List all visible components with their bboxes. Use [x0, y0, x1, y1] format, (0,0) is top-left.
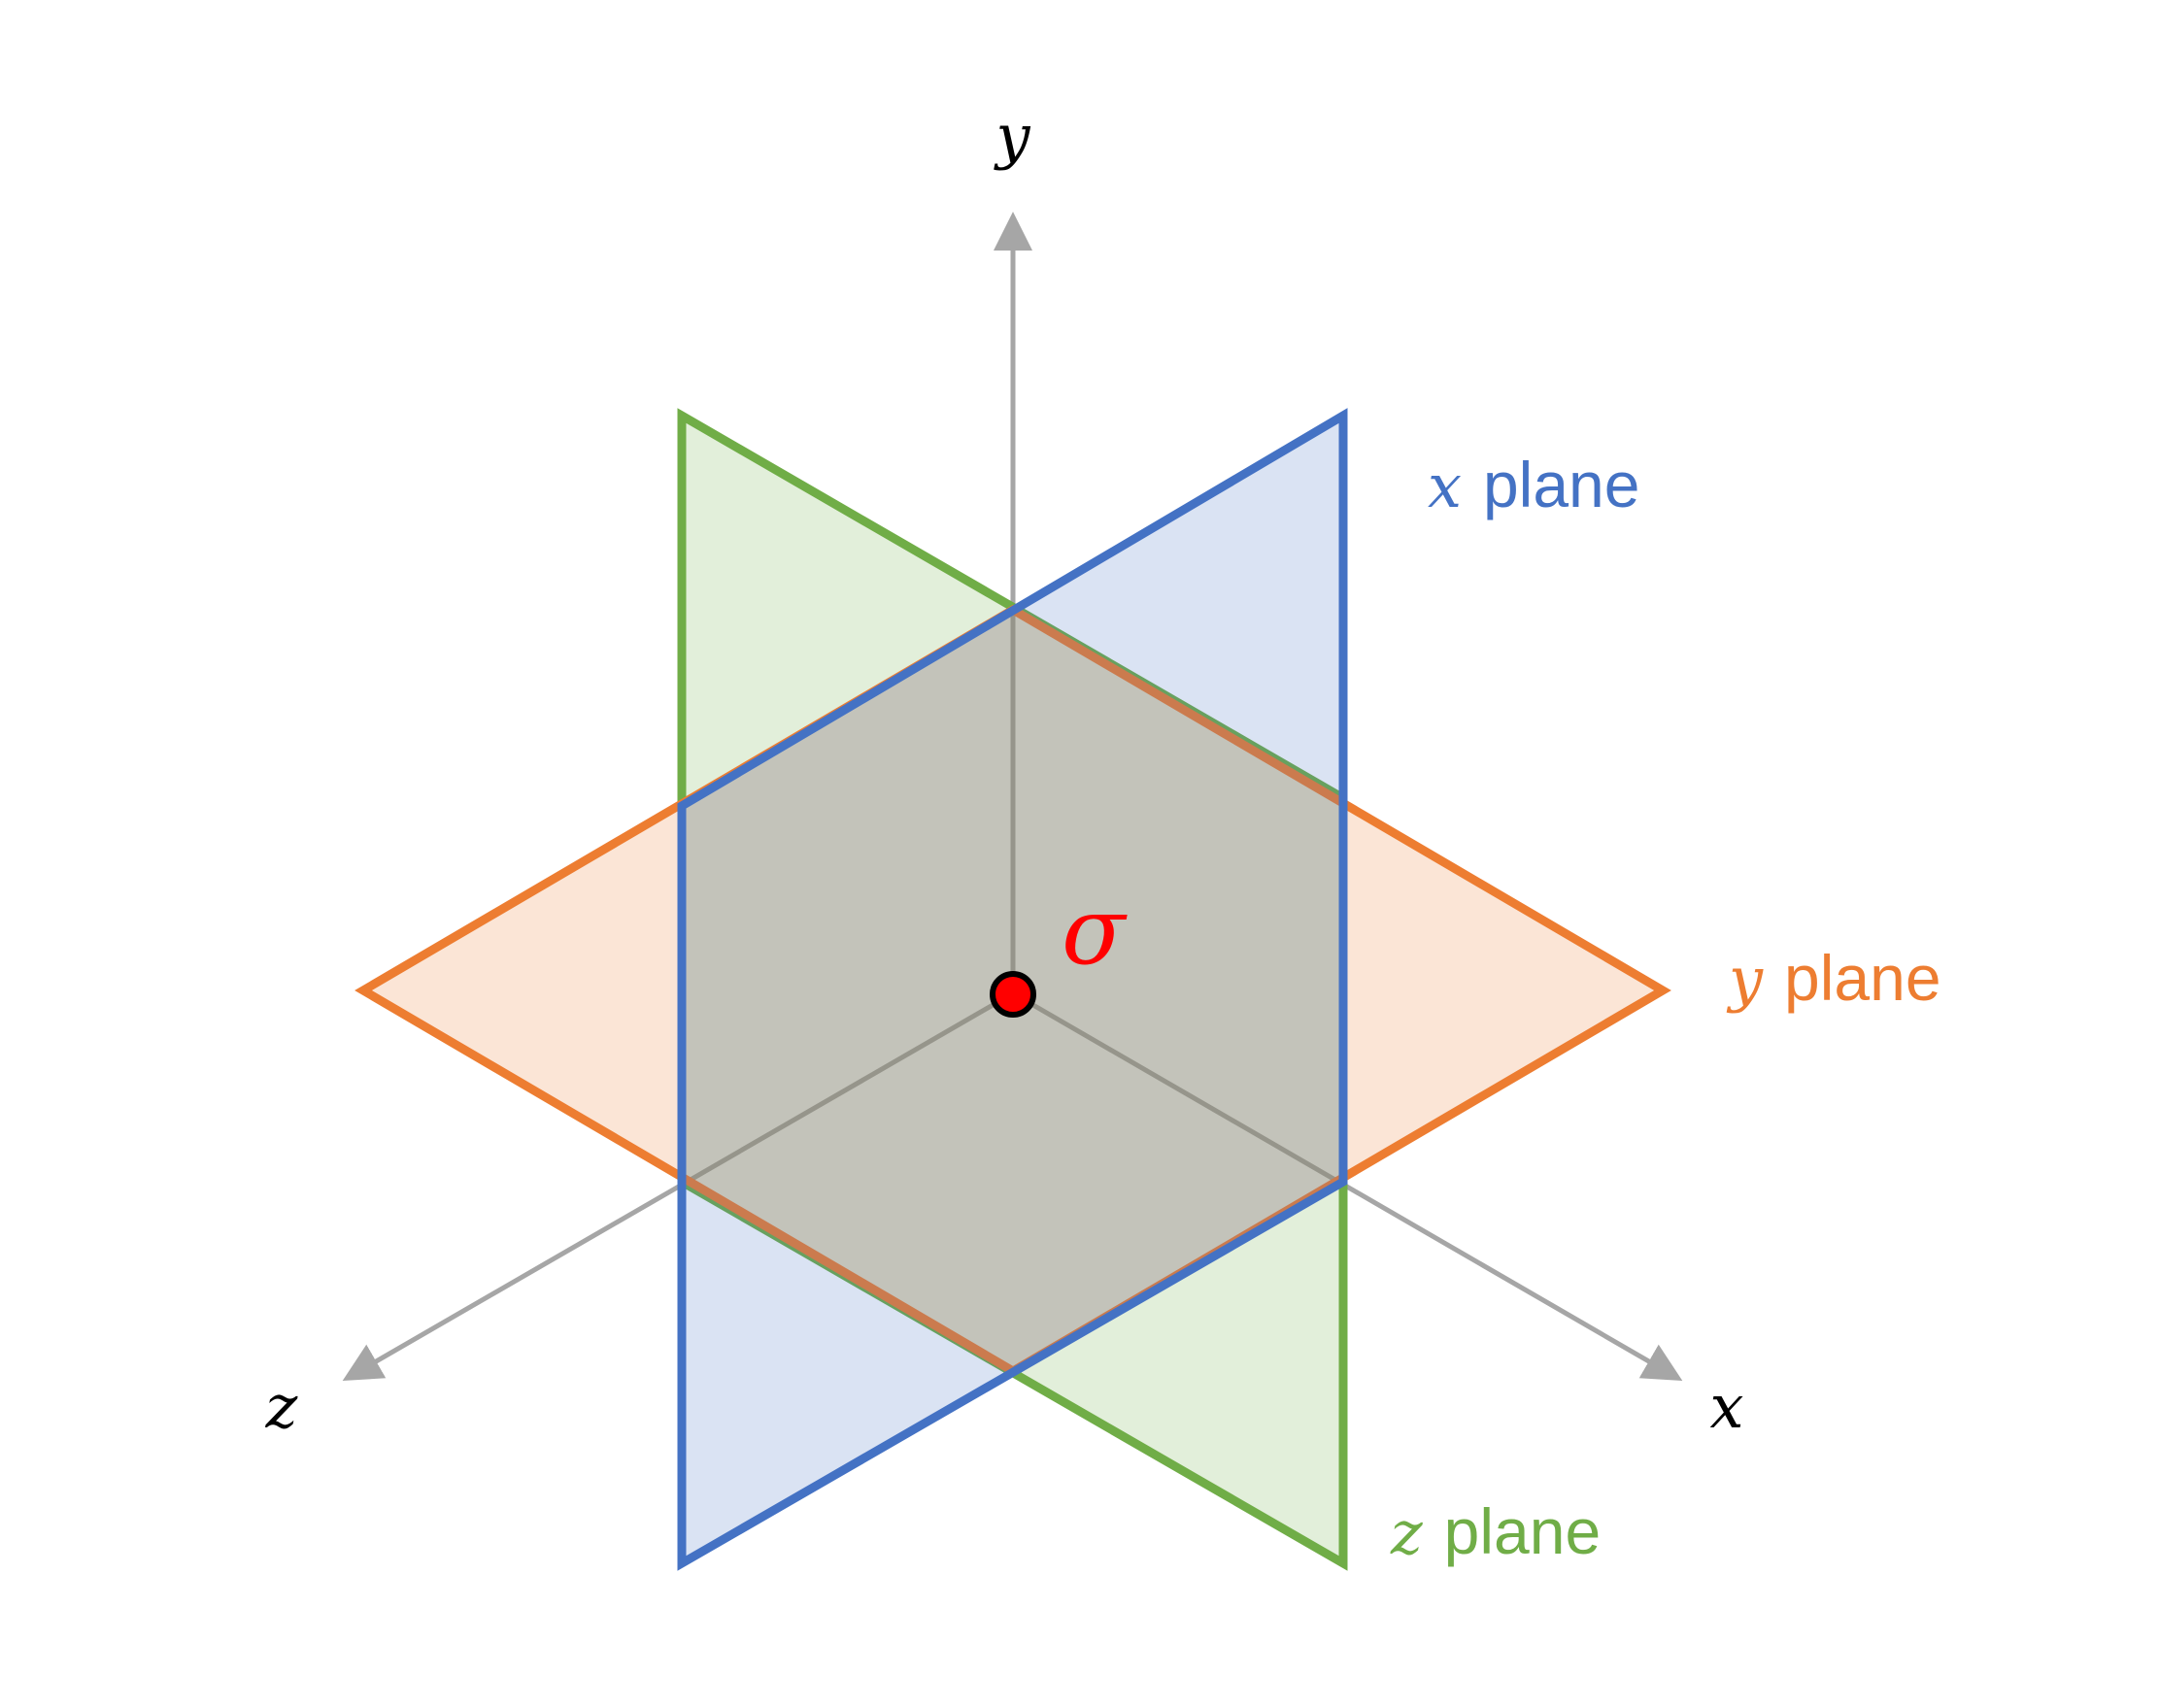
x-plane-label-var: x	[1428, 451, 1462, 521]
origin-point	[993, 974, 1033, 1015]
y-plane-label	[1726, 942, 1941, 1015]
y-plane-label-word: plane	[1784, 942, 1941, 1014]
z-plane-label	[1390, 1495, 1601, 1568]
x-axis-label: x	[1709, 1371, 1744, 1442]
z-plane-label-word: plane	[1443, 1495, 1602, 1567]
sigma-label: σ	[1062, 877, 1126, 986]
z-plane-label-var: z	[1391, 1497, 1423, 1568]
x-plane-label	[1428, 449, 1639, 521]
y-axis-label: y	[995, 101, 1030, 172]
z-axis-label: z	[265, 1371, 298, 1442]
x-plane-label-word: plane	[1482, 449, 1640, 520]
y-plane-label-var: y	[1729, 944, 1764, 1015]
